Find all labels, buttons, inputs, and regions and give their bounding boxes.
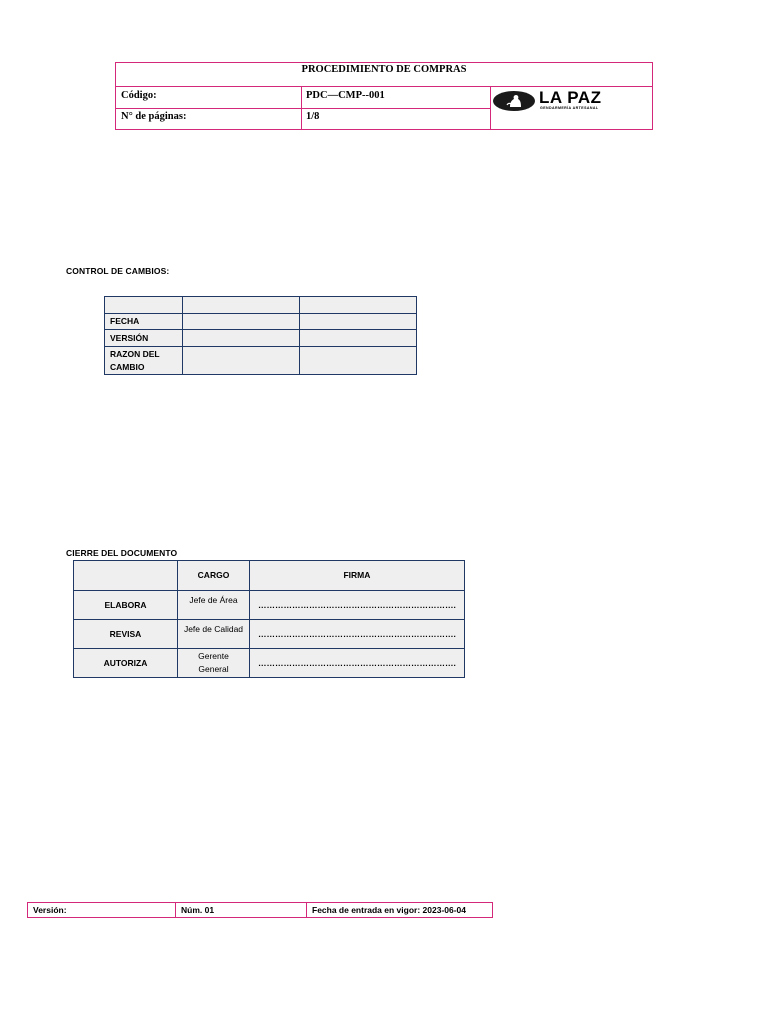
table-row	[74, 649, 465, 678]
signature-line: …………………………………………………………….	[250, 649, 465, 678]
cierre-label: CIERRE DEL DOCUMENTO	[66, 548, 178, 558]
row-label-version: VERSIÓN	[105, 330, 183, 347]
control-cambios-label: CONTROL DE CAMBIOS:	[66, 266, 170, 276]
table-cell	[183, 297, 300, 314]
row-label-razon: RAZON DEL CAMBIO	[105, 347, 183, 375]
table-row	[74, 561, 465, 591]
paginas-label: N° de páginas:	[121, 111, 187, 122]
table-cell	[183, 314, 300, 330]
cierre-table	[73, 560, 465, 678]
control-cambios-table	[104, 296, 417, 375]
cargo-cell: Jefe de Calidad	[178, 620, 250, 649]
table-header-cargo: CARGO	[178, 561, 250, 591]
table-row	[74, 620, 465, 649]
table-row	[74, 591, 465, 620]
logo-subtext: GENDARMERÍA ARTESANAL	[540, 106, 599, 110]
footer-fecha: Fecha de entrada en vigor: 2023-06-04	[312, 905, 467, 915]
table-row	[105, 297, 417, 314]
table-cell	[183, 347, 300, 375]
codigo-label: Código:	[121, 90, 157, 101]
table-cell	[300, 330, 417, 347]
table-cell	[300, 347, 417, 375]
table-header-firma: FIRMA	[250, 561, 465, 591]
table-cell	[105, 297, 183, 314]
table-cell	[300, 314, 417, 330]
header-divider	[116, 108, 490, 109]
role-cell: ELABORA	[74, 591, 178, 620]
logo-emblem-icon	[493, 91, 535, 111]
footer-table	[27, 902, 493, 918]
role-cell: REVISA	[74, 620, 178, 649]
header-divider	[116, 86, 652, 87]
company-logo	[493, 90, 602, 111]
signature-line: …………………………………………………………….	[250, 620, 465, 649]
footer-version: Versión:	[33, 905, 67, 915]
table-header	[74, 561, 178, 591]
cargo-cell: Jefe de Área	[178, 591, 250, 620]
row-label-fecha: FECHA	[105, 314, 183, 330]
codigo-value: PDC—CMP--001	[306, 90, 385, 101]
table-row	[105, 314, 417, 330]
paginas-value: 1/8	[306, 111, 320, 122]
table-row	[105, 330, 417, 347]
signature-line: …………………………………………………………….	[250, 591, 465, 620]
footer-num: Núm. 01	[181, 905, 215, 915]
header-divider	[490, 86, 491, 129]
cargo-cell: Gerente General	[178, 649, 250, 678]
table-cell	[300, 297, 417, 314]
role-cell: AUTORIZA	[74, 649, 178, 678]
table-row	[105, 347, 417, 375]
document-title: PROCEDIMIENTO DE COMPRAS	[301, 64, 467, 75]
header-divider	[301, 86, 302, 129]
table-cell	[183, 330, 300, 347]
header-table	[115, 62, 653, 130]
logo-text: LA PAZ	[539, 88, 602, 107]
